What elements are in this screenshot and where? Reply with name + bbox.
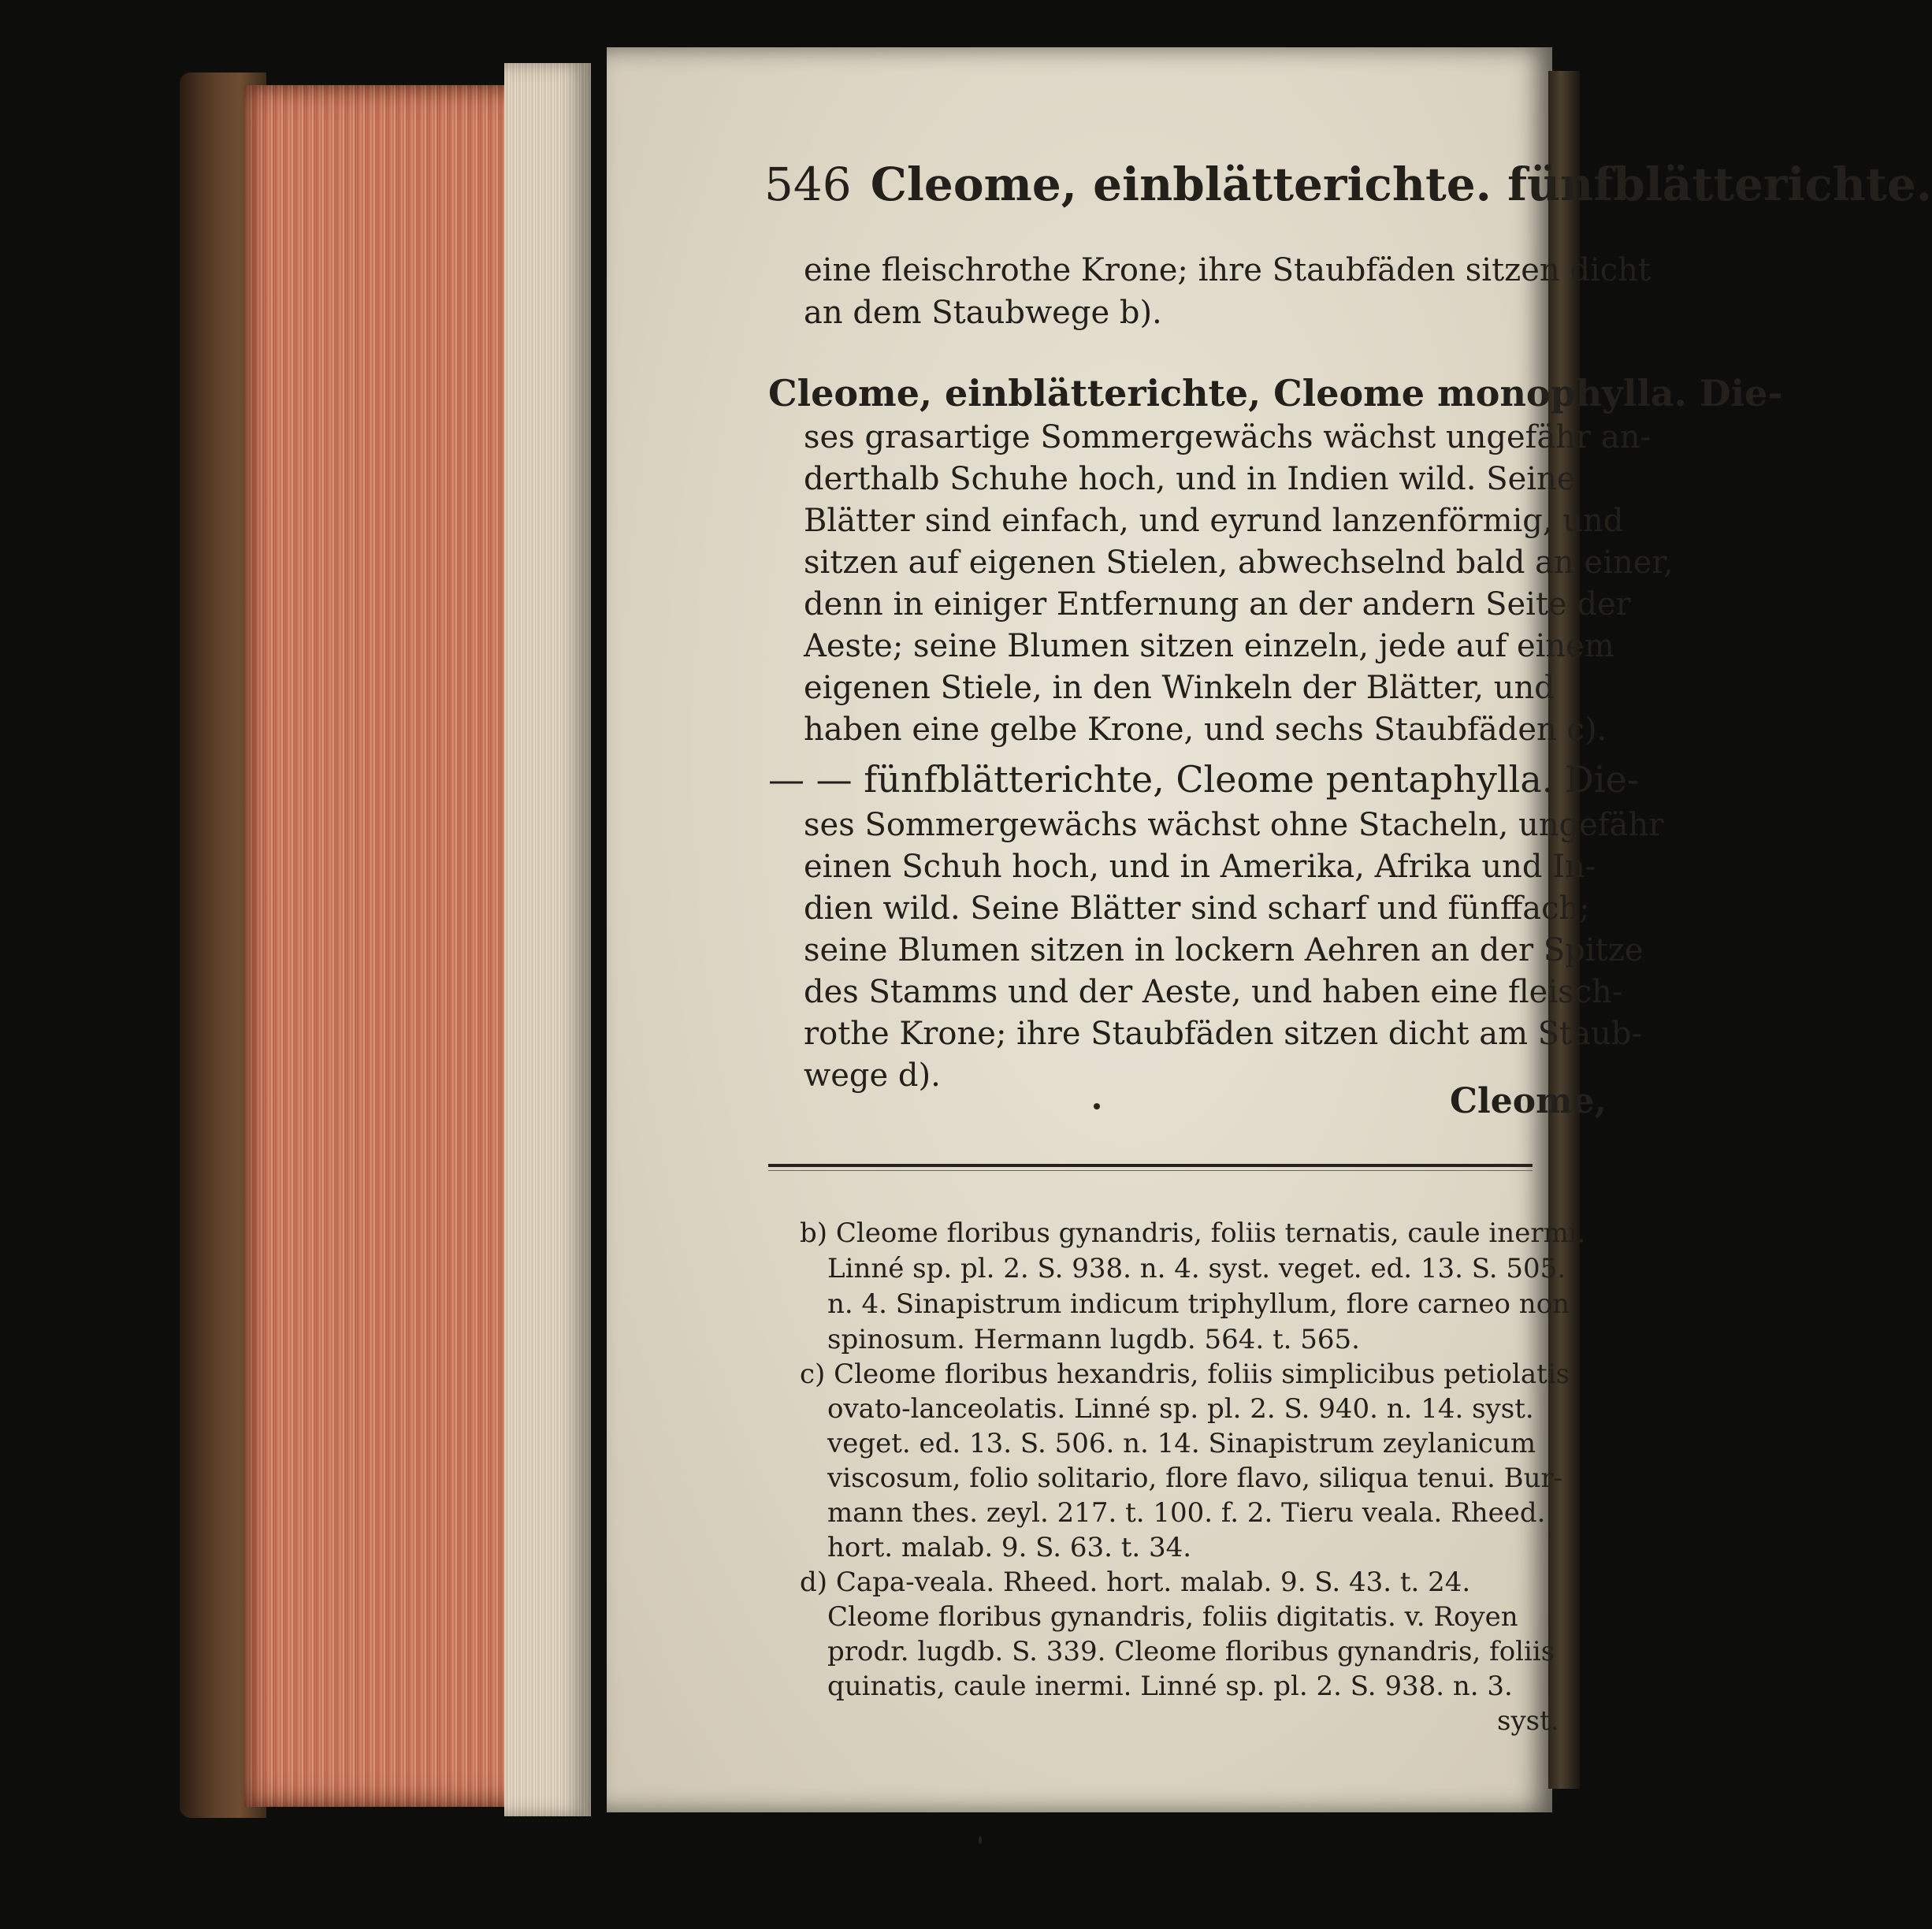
footnote-rule-thin	[768, 1170, 1533, 1171]
entry2-line-4: dien wild. Seine Blätter sind scharf und fünffach;	[804, 890, 1590, 927]
footnote-c-line-1: c) Cleome floribus hexandris, foliis simplicibus petiolatis	[800, 1358, 1570, 1390]
entry2-line-5: seine Blumen sitzen in lockern Aehren an der Spitze	[804, 932, 1644, 968]
entry1-line-8: eigenen Stiele, in den Winkeln der Blätter, und	[804, 670, 1555, 706]
footnote-d-line-3: prodr. lugdb. S. 339. Cleome floribus gynandris, foliis	[827, 1636, 1555, 1667]
continuation-line-2: an dem Staubwege b).	[804, 295, 1162, 331]
entry2-line-8: wege d).	[804, 1057, 941, 1094]
entry2-line-1: — — fünfblätterichte, Cleome pentaphylla. Die-	[768, 758, 1640, 801]
entry1-line-7: Aeste; seine Blumen sitzen einzeln, jede auf einem	[804, 628, 1614, 664]
entry1-line-6: denn in einiger Entfernung an der andern Seite der	[804, 586, 1631, 623]
entry1-line-2: ses grasartige Sommergewächs wächst ungefähr an-	[804, 419, 1651, 455]
footnote-d-line-4: quinatis, caule inermi. Linné sp. pl. 2. S. 938. n. 3.	[827, 1671, 1513, 1702]
facing-page-edge	[1548, 71, 1580, 1789]
entry2-line-6: des Stamms und der Aeste, und haben eine fleisch-	[804, 974, 1623, 1010]
footnote-b-line-4: spinosum. Hermann lugdb. 564. t. 565.	[827, 1324, 1360, 1355]
entry1-line-1: Cleome, einblätterichte, Cleome monophylla. Die-	[768, 372, 1783, 414]
entry2-line-7: rothe Krone; ihre Staubfäden sitzen dicht am Staub-	[804, 1016, 1642, 1052]
page-header	[764, 158, 1932, 211]
footnote-d-line-2: Cleome floribus gynandris, foliis digitatis. v. Royen	[827, 1601, 1518, 1633]
footnote-b-line-2: Linné sp. pl. 2. S. 938. n. 4. syst. veget. ed. 13. S. 505.	[827, 1253, 1566, 1284]
footnote-rule	[768, 1164, 1533, 1167]
entry1-line-4: Blätter sind einfach, und eyrund lanzenförmig, und	[804, 503, 1624, 539]
footnote-c-line-4: viscosum, folio solitario, flore flavo, siliqua tenui. Bur-	[827, 1463, 1563, 1494]
paper-speck	[1094, 1103, 1100, 1109]
footnote-c-line-5: mann thes. zeyl. 217. t. 100. f. 2. Tieru veala. Rheed.	[827, 1497, 1546, 1529]
footnote-b-line-3: n. 4. Sinapistrum indicum triphyllum, flore carneo non	[827, 1288, 1570, 1320]
entry1-line-3: derthalb Schuhe hoch, und in Indien wild. Seine	[804, 461, 1576, 497]
footnote-c-line-3: veget. ed. 13. S. 506. n. 14. Sinapistrum zeylanicum	[827, 1428, 1536, 1459]
entry2-line-2: ses Sommergewächs wächst ohne Stacheln, ungefähr	[804, 807, 1664, 843]
footnote-c-line-2: ovato-lanceolatis. Linné sp. pl. 2. S. 940. n. 14. syst.	[827, 1393, 1534, 1425]
entry1-line-9: haben eine gelbe Krone, und sechs Staubfäden c).	[804, 712, 1607, 748]
footnote-d-line-1: d) Capa-veala. Rheed. hort. malab. 9. S. 43. t. 24.	[800, 1567, 1471, 1598]
continuation-line-1: eine fleischrothe Krone; ihre Staubfäden sitzen dicht	[804, 252, 1651, 288]
paper-speck	[979, 1836, 982, 1844]
footnote-b-line-1: b) Cleome floribus gynandris, foliis ternatis, caule inermi.	[800, 1217, 1586, 1249]
page-number: 546	[764, 158, 852, 211]
footnote-c-line-6: hort. malab. 9. S. 63. t. 34.	[827, 1532, 1192, 1563]
catchword: Cleome,	[1450, 1081, 1607, 1121]
entry2-line-3: einen Schuh hoch, und in Amerika, Afrika und In-	[804, 849, 1596, 885]
page-edges-inner	[504, 63, 591, 1816]
entry1-line-5: sitzen auf eigenen Stielen, abwechselnd bald an einer,	[804, 545, 1674, 581]
running-title: Cleome, einblätterichte. fünfblätterichte.	[870, 158, 1932, 211]
footnote-d-line-5: syst.	[1497, 1705, 1559, 1737]
